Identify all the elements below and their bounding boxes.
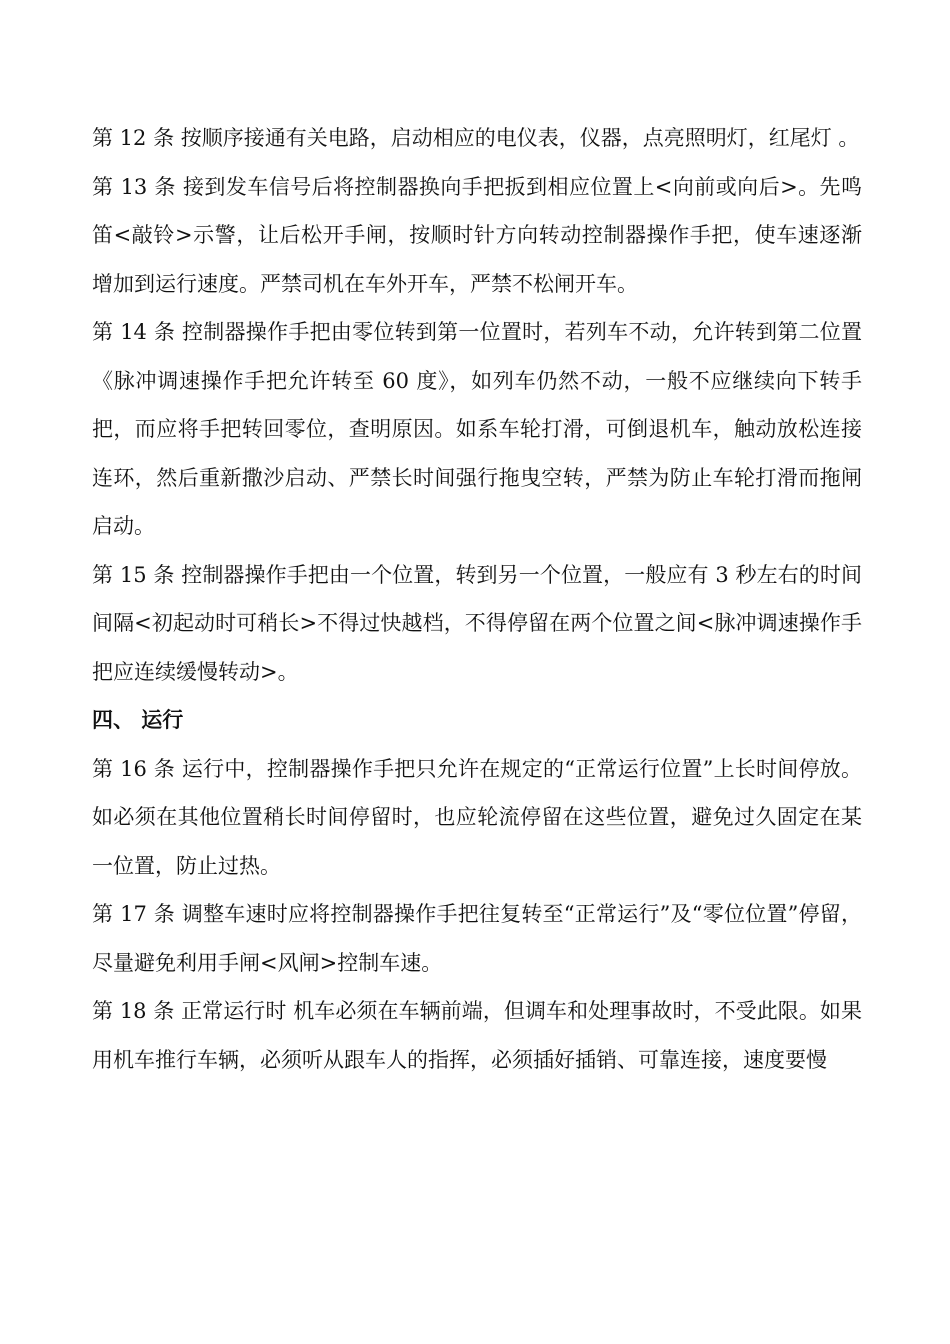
document-body bbox=[92, 114, 862, 1084]
article-15-paragraph: 第 15 条 控制器操作手把由一个位置，转到另一个位置，一般应有 3 秒左右的时间间隔<初起动时可稍长>不得过快越档，不得停留在两个位置之间<脉冲调速操作手把应连续缓慢转动>。 bbox=[92, 562, 862, 684]
section-heading-operation: 四、 运行 bbox=[92, 708, 184, 732]
article-12-paragraph: 第 12 条 按顺序接通有关电路，启动相应的电仪表，仪器，点亮照明灯，红尾灯 。 bbox=[92, 126, 860, 150]
article-17-paragraph: 第 17 条 调整车速时应将控制器操作手把往复转至“正常运行”及“零位位置”停留，尽量避免利用手闸<风闸>控制车速。 bbox=[92, 902, 862, 975]
article-13-paragraph: 第 13 条 接到发车信号后将控制器换向手把扳到相应位置上<向前或向后>。先鸣笛<敲铃>示警，让后松开手闸，按顺时针方向转动控制器操作手把，使车速逐渐增加到运行速度。严禁司机在车外开车，严禁不松闸开车。 bbox=[92, 174, 862, 296]
article-14-paragraph: 第 14 条 控制器操作手把由零位转到第一位置时，若列车不动，允许转到第二位置《脉冲调速操作手把允许转至 60 度》，如列车仍然不动，一般不应继续向下转手把，而应将手把转回零位，查明原因。如系车轮打滑，可倒退机车，触动放松连接连环，然后重新撒沙启动、严禁长时间强行拖曳空转，严禁为防止车轮打滑而拖闸启动。 bbox=[92, 320, 862, 538]
article-18-paragraph: 第 18 条 正常运行时 机车必须在车辆前端，但调车和处理事故时，不受此限。如果用机车推行车辆，必须听从跟车人的指挥，必须插好插销、可靠连接，速度要慢 bbox=[92, 999, 862, 1072]
article-16-paragraph: 第 16 条 运行中，控制器操作手把只允许在规定的“正常运行位置”上长时间停放。如必须在其他位置稍长时间停留时，也应轮流停留在这些位置，避免过久固定在某一位置，防止过热。 bbox=[92, 756, 862, 878]
